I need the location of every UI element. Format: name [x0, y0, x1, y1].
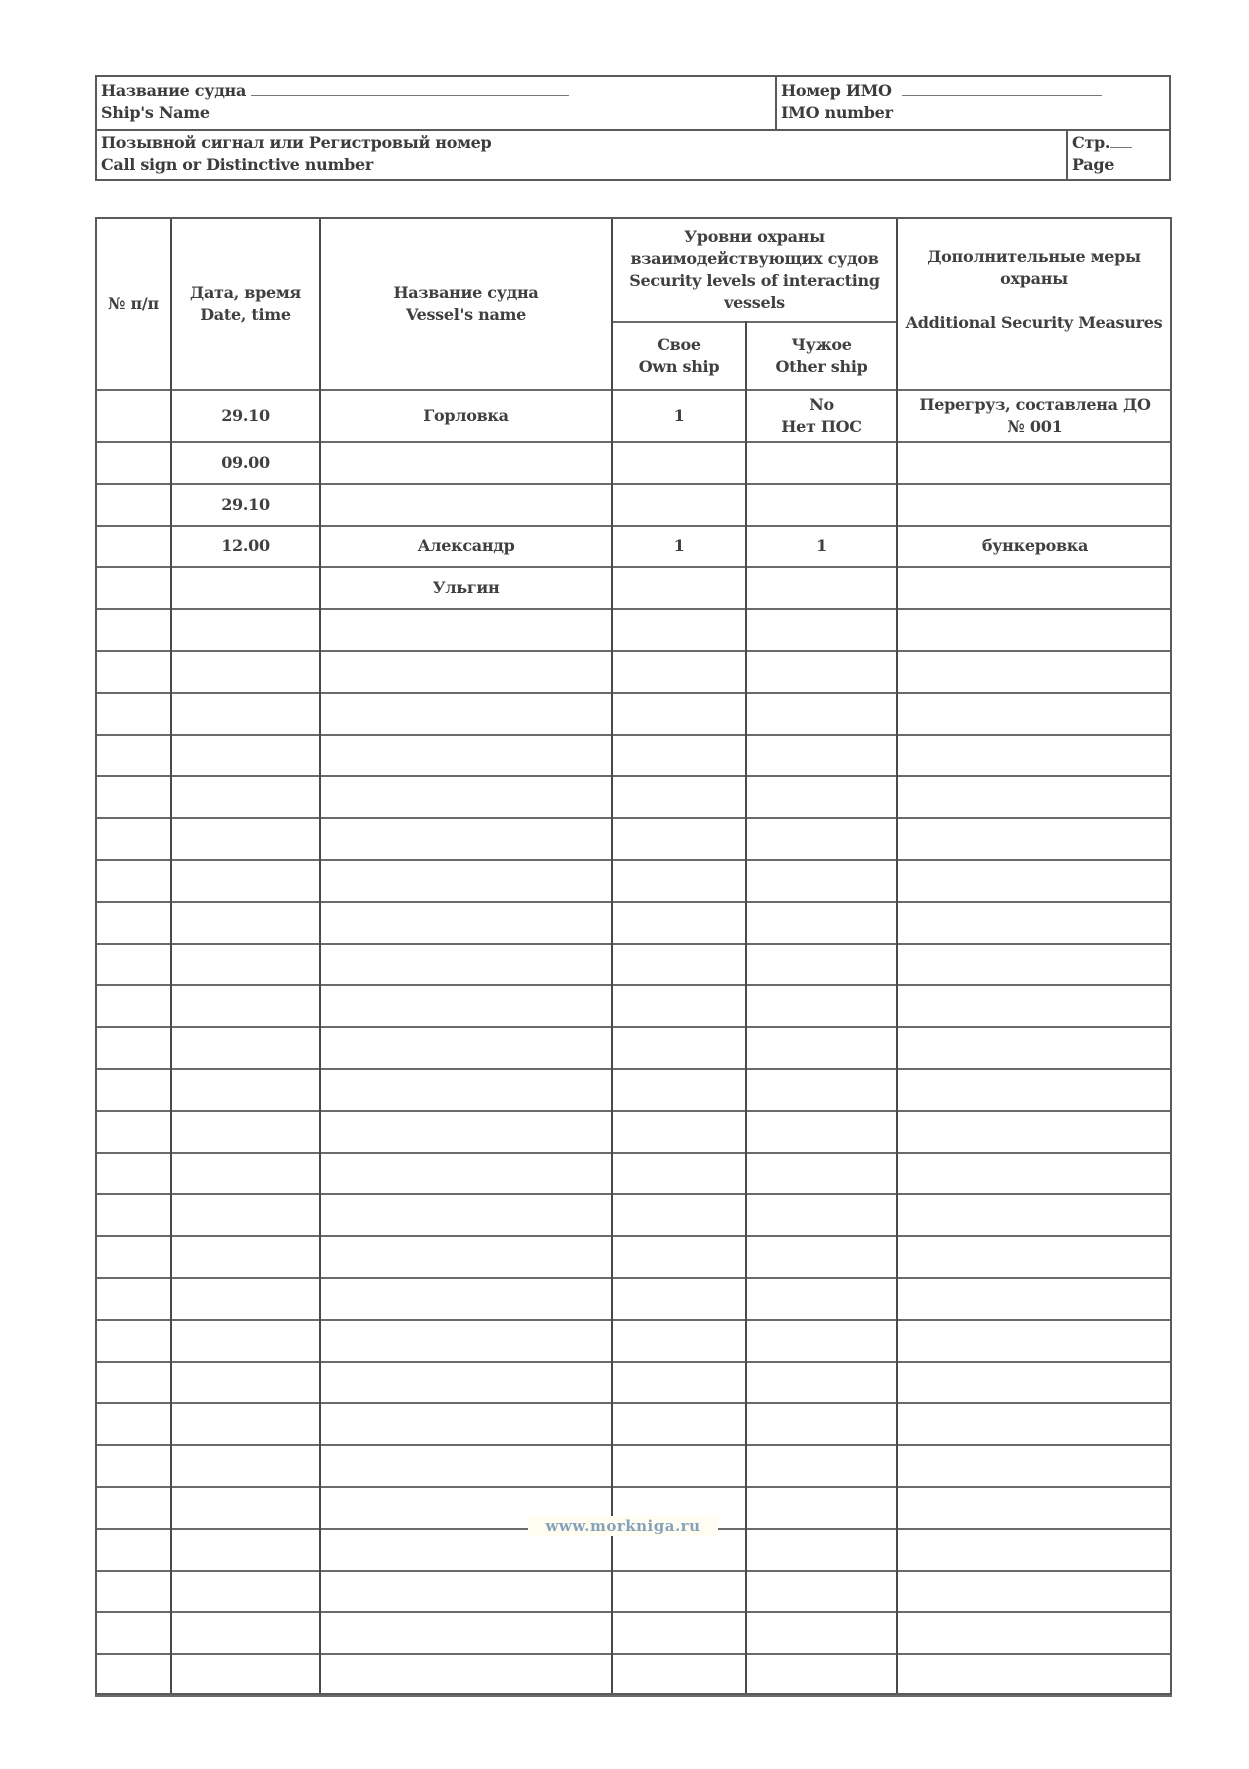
cell-number[interactable] — [97, 485, 170, 525]
cell-date[interactable] — [172, 861, 319, 901]
cell-own-ship[interactable] — [613, 1655, 745, 1695]
cell-additional-measures[interactable] — [898, 1363, 1172, 1403]
column-header-own-ru: Свое — [657, 335, 701, 354]
security-subheader-divider — [611, 321, 896, 323]
row-divider — [95, 441, 1172, 443]
ship-info-row-1 — [97, 77, 1169, 131]
imo-number-field[interactable] — [777, 77, 1169, 129]
cell-other-ship[interactable] — [747, 1028, 896, 1068]
column-header-other-en: Other ship — [775, 357, 868, 376]
cell-other-ship[interactable] — [747, 610, 896, 650]
cell-additional-measures-text — [919, 394, 1150, 438]
column-header-additional-measures — [898, 219, 1170, 389]
cell-date-line: 29.10 — [221, 406, 270, 425]
row-divider — [95, 1653, 1172, 1655]
cell-additional-measures[interactable] — [898, 1488, 1172, 1528]
column-header-number: № п/п — [108, 294, 159, 313]
row-divider — [95, 1235, 1172, 1237]
cell-own-ship[interactable] — [613, 1572, 745, 1612]
cell-additional-measures[interactable] — [898, 443, 1172, 483]
row-divider — [95, 389, 1172, 391]
cell-number[interactable] — [97, 1363, 170, 1403]
page-label-en: Page — [1072, 155, 1115, 174]
cell-number[interactable] — [97, 1028, 170, 1068]
cell-vessel[interactable] — [321, 485, 611, 525]
column-divider — [611, 217, 613, 1695]
row-divider — [95, 1319, 1172, 1321]
watermark: www.morkniga.ru — [528, 1516, 718, 1536]
column-header-date-ru: Дата, время — [190, 283, 301, 302]
security-group-en-1: Security levels of interacting — [629, 270, 880, 290]
cell-vessel[interactable] — [321, 903, 611, 943]
cell-own-ship-text — [674, 405, 685, 427]
cell-other-ship[interactable] — [747, 1279, 896, 1319]
call-sign-label-en: Call sign or Distinctive number — [101, 155, 373, 174]
imo-label: Номер ИМО — [781, 80, 1102, 102]
cell-number[interactable] — [97, 1279, 170, 1319]
row-divider — [95, 483, 1172, 485]
cell-vessel[interactable] — [321, 777, 611, 817]
cell-vessel[interactable] — [321, 1321, 611, 1361]
row-divider — [95, 650, 1172, 652]
row-divider — [95, 1695, 1172, 1697]
cell-other-ship[interactable] — [747, 1154, 896, 1194]
cell-date[interactable] — [172, 1195, 319, 1235]
cell-number[interactable] — [97, 986, 170, 1026]
cell-vessel[interactable] — [321, 610, 611, 650]
cell-other-ship[interactable] — [747, 568, 896, 608]
cell-own-ship[interactable] — [613, 736, 745, 776]
cell-additional-measures[interactable] — [898, 694, 1172, 734]
cell-additional-measures[interactable] — [898, 986, 1172, 1026]
cell-additional-measures[interactable] — [898, 568, 1172, 608]
cell-date[interactable] — [172, 610, 319, 650]
cell-date-line: 12.00 — [221, 536, 270, 556]
row-divider — [95, 943, 1172, 945]
cell-own-ship[interactable] — [613, 568, 745, 608]
column-header-vessel — [321, 219, 611, 389]
cell-own-ship[interactable] — [613, 945, 745, 985]
cell-own-ship[interactable] — [613, 694, 745, 734]
cell-additional-measures[interactable] — [898, 610, 1172, 650]
page-number-field[interactable] — [1068, 131, 1169, 179]
cell-date-text — [221, 494, 270, 516]
cell-vessel[interactable] — [321, 568, 611, 608]
cell-other-ship[interactable] — [747, 903, 896, 943]
ship-info-header — [95, 75, 1171, 181]
row-divider — [95, 984, 1172, 986]
row-divider — [95, 901, 1172, 903]
cell-own-ship[interactable] — [613, 903, 745, 943]
cell-own-ship[interactable] — [613, 1613, 745, 1653]
page-label: Стр. — [1072, 132, 1132, 154]
row-divider — [95, 817, 1172, 819]
cell-other-ship[interactable] — [747, 1446, 896, 1486]
row-divider — [95, 1486, 1172, 1488]
security-group-ru-2: взаимодействующих судов — [630, 248, 879, 268]
column-header-date-en: Date, time — [200, 305, 291, 324]
column-header-vessel-en: Vessel's name — [405, 305, 527, 324]
cell-other-ship[interactable] — [747, 986, 896, 1026]
cell-own-ship[interactable] — [613, 1321, 745, 1361]
cell-additional-measures[interactable] — [898, 861, 1172, 901]
cell-additional-measures[interactable] — [898, 1404, 1172, 1444]
cell-vessel[interactable] — [321, 1404, 611, 1444]
cell-date[interactable] — [172, 1112, 319, 1152]
cell-additional-measures[interactable] — [898, 1446, 1172, 1486]
security-group-ru-1: Уровни охраны — [684, 226, 825, 246]
cell-number[interactable] — [97, 945, 170, 985]
cell-other-ship[interactable] — [747, 1112, 896, 1152]
cell-other-ship[interactable] — [747, 443, 896, 483]
cell-own-ship-text — [674, 535, 685, 557]
row-divider — [95, 1110, 1172, 1112]
row-divider — [95, 1193, 1172, 1195]
cell-date[interactable] — [172, 391, 319, 441]
cell-other-ship[interactable] — [747, 945, 896, 985]
cell-vessel[interactable] — [321, 652, 611, 692]
cell-date[interactable] — [172, 652, 319, 692]
cell-own-ship[interactable] — [613, 1195, 745, 1235]
cell-other-ship-text — [816, 535, 827, 557]
cell-own-ship[interactable] — [613, 1154, 745, 1194]
cell-vessel[interactable] — [321, 1446, 611, 1486]
cell-number[interactable] — [97, 1154, 170, 1194]
cell-other-ship[interactable] — [747, 1070, 896, 1110]
cell-own-ship[interactable] — [613, 443, 745, 483]
ship-name-label-en: Ship's Name — [101, 103, 210, 122]
cell-other-ship[interactable] — [747, 1237, 896, 1277]
column-header-measures-en: Additional Security Measures — [905, 313, 1163, 332]
cell-number[interactable] — [97, 1655, 170, 1695]
cell-own-ship[interactable] — [613, 1279, 745, 1319]
cell-additional-measures[interactable] — [898, 1572, 1172, 1612]
cell-vessel[interactable] — [321, 527, 611, 567]
column-header-measures-ru-2: охраны — [1000, 269, 1068, 288]
cell-vessel-line: Ульгин — [432, 578, 500, 598]
row-divider — [95, 1152, 1172, 1154]
cell-other-ship[interactable] — [747, 1530, 896, 1570]
cell-additional-measures[interactable] — [898, 945, 1172, 985]
cell-vessel-text — [423, 405, 509, 427]
row-divider — [95, 1277, 1172, 1279]
cell-date[interactable] — [172, 1070, 319, 1110]
cell-other-ship[interactable] — [747, 485, 896, 525]
cell-other-ship[interactable] — [747, 527, 896, 567]
cell-additional-measures[interactable] — [898, 1154, 1172, 1194]
cell-additional-measures[interactable] — [898, 391, 1172, 441]
cell-other-ship[interactable] — [747, 1404, 896, 1444]
cell-date[interactable] — [172, 1655, 319, 1695]
security-log-table — [95, 217, 1172, 1695]
cell-number[interactable] — [97, 1446, 170, 1486]
cell-additional-measures[interactable] — [898, 903, 1172, 943]
cell-own-ship[interactable] — [613, 1112, 745, 1152]
cell-other-ship-line: Нет ПОС — [781, 417, 862, 436]
cell-date[interactable] — [172, 1279, 319, 1319]
cell-number[interactable] — [97, 694, 170, 734]
cell-number[interactable] — [97, 903, 170, 943]
cell-additional-measures[interactable] — [898, 819, 1172, 859]
cell-number[interactable] — [97, 819, 170, 859]
cell-own-ship[interactable] — [613, 610, 745, 650]
cell-vessel-line: Александр — [417, 536, 515, 556]
cell-number[interactable] — [97, 1613, 170, 1653]
cell-number[interactable] — [97, 443, 170, 483]
cell-number[interactable] — [97, 1404, 170, 1444]
cell-additional-measures[interactable] — [898, 1070, 1172, 1110]
cell-date[interactable] — [172, 1363, 319, 1403]
cell-date[interactable] — [172, 1446, 319, 1486]
cell-vessel[interactable] — [321, 736, 611, 776]
cell-date[interactable] — [172, 777, 319, 817]
cell-own-ship[interactable] — [613, 391, 745, 441]
cell-number[interactable] — [97, 652, 170, 692]
cell-number[interactable] — [97, 527, 170, 567]
cell-other-ship[interactable] — [747, 1655, 896, 1695]
cell-other-ship[interactable] — [747, 1195, 896, 1235]
column-header-own-en: Own ship — [638, 357, 720, 376]
cell-other-ship[interactable] — [747, 777, 896, 817]
row-divider — [95, 775, 1172, 777]
ship-info-row-2 — [97, 131, 1169, 179]
cell-date[interactable] — [172, 485, 319, 525]
cell-vessel[interactable] — [321, 1363, 611, 1403]
cell-date[interactable] — [172, 1404, 319, 1444]
page-blank[interactable] — [1110, 137, 1132, 148]
cell-date[interactable] — [172, 1572, 319, 1612]
cell-own-ship[interactable] — [613, 1404, 745, 1444]
cell-date[interactable] — [172, 903, 319, 943]
column-header-measures-ru-1: Дополнительные меры — [927, 247, 1141, 266]
cell-date[interactable] — [172, 1154, 319, 1194]
cell-date-text — [221, 405, 270, 427]
cell-vessel-text — [433, 577, 500, 599]
cell-other-ship[interactable] — [747, 1613, 896, 1653]
cell-number[interactable] — [97, 861, 170, 901]
cell-date[interactable] — [172, 1237, 319, 1277]
cell-date[interactable] — [172, 443, 319, 483]
cell-additional-measures[interactable] — [898, 1321, 1172, 1361]
cell-vessel[interactable] — [321, 694, 611, 734]
cell-number[interactable] — [97, 1488, 170, 1528]
cell-vessel[interactable] — [321, 986, 611, 1026]
cell-date[interactable] — [172, 1613, 319, 1653]
cell-other-ship[interactable] — [747, 861, 896, 901]
cell-own-ship[interactable] — [613, 1446, 745, 1486]
ship-name-blank[interactable] — [251, 85, 569, 96]
cell-number[interactable] — [97, 1237, 170, 1277]
cell-additional-measures[interactable] — [898, 736, 1172, 776]
ship-name-field[interactable] — [97, 77, 775, 129]
cell-vessel[interactable] — [321, 1070, 611, 1110]
cell-additional-measures[interactable] — [898, 1112, 1172, 1152]
cell-vessel[interactable] — [321, 945, 611, 985]
row-divider — [95, 608, 1172, 610]
cell-number[interactable] — [97, 610, 170, 650]
cell-date[interactable] — [172, 819, 319, 859]
column-header-date — [172, 219, 319, 389]
cell-other-ship[interactable] — [747, 1321, 896, 1361]
cell-additional-measures[interactable] — [898, 777, 1172, 817]
cell-number[interactable] — [97, 736, 170, 776]
cell-other-ship[interactable] — [747, 1363, 896, 1403]
column-divider — [319, 217, 321, 1695]
cell-date[interactable] — [172, 736, 319, 776]
cell-additional-measures[interactable] — [898, 1613, 1172, 1653]
cell-number[interactable] — [97, 1112, 170, 1152]
cell-other-ship-line: No — [809, 395, 834, 414]
call-sign-field[interactable] — [97, 131, 1066, 179]
cell-date-text — [221, 535, 270, 557]
cell-additional-measures[interactable] — [898, 527, 1172, 567]
cell-additional-measures-line: Перегруз, составлена ДО — [919, 395, 1151, 414]
cell-own-ship[interactable] — [613, 1070, 745, 1110]
cell-other-ship[interactable] — [747, 1572, 896, 1612]
cell-own-ship[interactable] — [613, 1028, 745, 1068]
cell-date[interactable] — [172, 1530, 319, 1570]
cell-other-ship[interactable] — [747, 694, 896, 734]
row-divider — [95, 566, 1172, 568]
cell-additional-measures[interactable] — [898, 485, 1172, 525]
row-divider — [95, 1026, 1172, 1028]
column-header-own-ship — [613, 323, 745, 389]
cell-additional-measures-text — [982, 535, 1088, 557]
cell-own-ship-line: 1 — [673, 406, 685, 425]
row-divider — [95, 1361, 1172, 1363]
cell-vessel-line: Горловка — [423, 406, 509, 425]
cell-own-ship[interactable] — [613, 485, 745, 525]
cell-additional-measures[interactable] — [898, 1655, 1172, 1695]
ship-name-label: Название судна — [101, 80, 569, 102]
cell-date[interactable] — [172, 1321, 319, 1361]
cell-vessel[interactable] — [321, 1028, 611, 1068]
column-header-other-ru: Чужое — [791, 335, 852, 354]
row-divider — [95, 1611, 1172, 1613]
row-divider — [95, 1570, 1172, 1572]
row-divider — [95, 1402, 1172, 1404]
cell-own-ship[interactable] — [613, 1237, 745, 1277]
cell-vessel[interactable] — [321, 391, 611, 441]
cell-own-ship[interactable] — [613, 861, 745, 901]
cell-date[interactable] — [172, 945, 319, 985]
column-header-vessel-ru: Название судна — [393, 283, 539, 302]
cell-number[interactable] — [97, 777, 170, 817]
security-group-en-2: vessels — [724, 292, 785, 312]
cell-date-line: 09.00 — [221, 452, 270, 472]
cell-number[interactable] — [97, 1321, 170, 1361]
cell-other-ship-line: 1 — [816, 536, 827, 556]
cell-vessel[interactable] — [321, 1655, 611, 1695]
cell-date-text — [221, 452, 270, 474]
cell-date[interactable] — [172, 568, 319, 608]
cell-date[interactable] — [172, 1028, 319, 1068]
cell-vessel[interactable] — [321, 1237, 611, 1277]
cell-number[interactable] — [97, 391, 170, 441]
row-divider — [95, 734, 1172, 736]
row-divider — [95, 1444, 1172, 1446]
cell-additional-measures[interactable] — [898, 1195, 1172, 1235]
cell-date[interactable] — [172, 1488, 319, 1528]
cell-vessel[interactable] — [321, 1154, 611, 1194]
cell-date[interactable] — [172, 527, 319, 567]
cell-additional-measures[interactable] — [898, 1237, 1172, 1277]
cell-number[interactable] — [97, 1530, 170, 1570]
cell-other-ship[interactable] — [747, 819, 896, 859]
row-divider — [95, 1068, 1172, 1070]
cell-date[interactable] — [172, 986, 319, 1026]
cell-number[interactable] — [97, 1572, 170, 1612]
row-divider — [95, 525, 1172, 527]
cell-vessel[interactable] — [321, 861, 611, 901]
column-header-other-ship — [747, 323, 896, 389]
column-divider — [170, 217, 172, 1695]
cell-own-ship-line: 1 — [673, 536, 685, 556]
cell-own-ship[interactable] — [613, 1363, 745, 1403]
cell-vessel[interactable] — [321, 1112, 611, 1152]
cell-other-ship-text — [781, 394, 861, 438]
cell-other-ship[interactable] — [747, 391, 896, 441]
cell-other-ship[interactable] — [747, 1488, 896, 1528]
cell-additional-measures[interactable] — [898, 1530, 1172, 1570]
cell-vessel[interactable] — [321, 443, 611, 483]
cell-additional-measures[interactable] — [898, 1028, 1172, 1068]
cell-other-ship[interactable] — [747, 736, 896, 776]
call-sign-label: Позывной сигнал или Регистровый номер — [101, 133, 492, 152]
column-group-security-levels — [613, 217, 896, 322]
cell-additional-measures[interactable] — [898, 1279, 1172, 1319]
cell-vessel[interactable] — [321, 1613, 611, 1653]
column-divider — [745, 321, 747, 1695]
cell-number[interactable] — [97, 568, 170, 608]
row-divider — [95, 859, 1172, 861]
imo-label-en: IMO number — [781, 103, 893, 122]
cell-additional-measures[interactable] — [898, 652, 1172, 692]
cell-vessel[interactable] — [321, 1279, 611, 1319]
cell-own-ship[interactable] — [613, 777, 745, 817]
cell-vessel[interactable] — [321, 1572, 611, 1612]
cell-own-ship[interactable] — [613, 986, 745, 1026]
column-divider — [896, 217, 898, 1695]
cell-additional-measures-line: бункеровка — [981, 536, 1089, 556]
cell-other-ship[interactable] — [747, 652, 896, 692]
cell-additional-measures-line: № 001 — [1007, 417, 1063, 436]
cell-date[interactable] — [172, 694, 319, 734]
imo-blank[interactable] — [902, 85, 1102, 96]
cell-vessel[interactable] — [321, 819, 611, 859]
cell-number[interactable] — [97, 1195, 170, 1235]
cell-own-ship[interactable] — [613, 819, 745, 859]
cell-vessel-text — [417, 535, 514, 557]
cell-date-line: 29.10 — [221, 494, 270, 514]
cell-own-ship[interactable] — [613, 527, 745, 567]
cell-own-ship[interactable] — [613, 652, 745, 692]
row-divider — [95, 692, 1172, 694]
cell-vessel[interactable] — [321, 1195, 611, 1235]
cell-number[interactable] — [97, 1070, 170, 1110]
